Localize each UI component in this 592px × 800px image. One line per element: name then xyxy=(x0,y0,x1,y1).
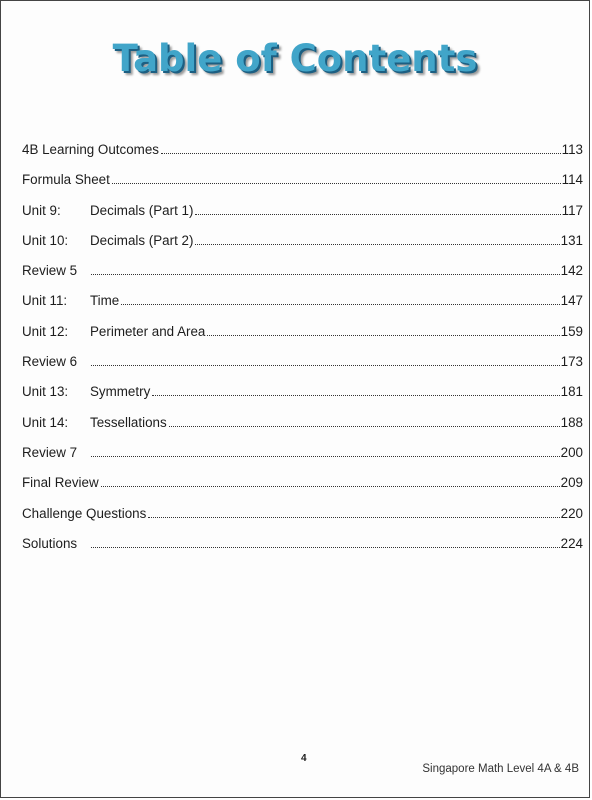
toc-entry-label xyxy=(22,354,77,369)
dot-leader xyxy=(91,273,560,275)
toc-page-number: 113 xyxy=(561,142,583,157)
toc-entry xyxy=(22,506,583,536)
toc-page-number: 159 xyxy=(560,323,583,339)
toc-page-number: 131 xyxy=(560,232,583,248)
toc-unit-number: Unit 12: xyxy=(22,323,69,339)
toc-entry-label xyxy=(22,233,193,248)
toc-entry-label xyxy=(22,506,146,521)
toc-entry-label xyxy=(22,263,77,278)
toc-page-number: 147 xyxy=(560,293,583,309)
toc-entry xyxy=(22,142,583,172)
toc-entry-label xyxy=(22,324,205,339)
toc-entry-label xyxy=(22,384,150,399)
dot-leader xyxy=(112,182,561,184)
dot-leader xyxy=(91,455,560,457)
dot-leader xyxy=(169,425,560,427)
footer-book-title: Singapore Math Level 4A & 4B xyxy=(422,763,579,775)
toc-entry-title: Review 5 xyxy=(22,263,78,279)
dot-leader xyxy=(195,243,559,245)
toc-unit-number: Unit 13: xyxy=(22,384,69,400)
dot-leader xyxy=(152,394,559,396)
toc-entry-title: Decimals (Part 1) xyxy=(90,202,194,218)
table-of-contents xyxy=(22,142,583,566)
dot-leader xyxy=(195,213,560,215)
toc-page-number: 188 xyxy=(560,414,583,430)
toc-entry xyxy=(22,475,583,505)
toc-page-number: 173 xyxy=(560,354,583,370)
toc-unit-number: Unit 14: xyxy=(22,414,69,430)
toc-entry-label xyxy=(22,293,119,308)
toc-entry xyxy=(22,324,583,354)
toc-unit-number: Unit 11: xyxy=(22,293,68,309)
toc-entry-label xyxy=(22,203,193,218)
toc-entry-title: Formula Sheet xyxy=(22,172,110,188)
toc-entry-title: 4B Learning Outcomes xyxy=(22,142,159,157)
toc-unit-number: Unit 9: xyxy=(22,202,61,218)
toc-entry xyxy=(22,415,583,445)
dot-leader xyxy=(91,364,560,366)
toc-entry-label xyxy=(22,475,99,490)
page-number: 4 xyxy=(301,753,307,764)
toc-entry xyxy=(22,445,583,475)
toc-page-number: 142 xyxy=(560,263,583,279)
toc-page-number: 114 xyxy=(561,172,583,188)
toc-entry xyxy=(22,384,583,414)
toc-entry xyxy=(22,233,583,263)
dot-leader xyxy=(161,152,561,154)
toc-entry-label xyxy=(22,172,110,187)
toc-entry-label xyxy=(22,536,77,551)
toc-page-number: 117 xyxy=(561,202,583,218)
dot-leader xyxy=(101,485,560,487)
dot-leader xyxy=(207,334,559,336)
dot-leader xyxy=(91,546,560,548)
toc-entry-title: Final Review xyxy=(22,475,99,491)
dot-leader xyxy=(121,303,559,305)
toc-unit-number: Unit 10: xyxy=(22,232,69,248)
dot-leader xyxy=(148,516,559,518)
toc-entry-title: Time xyxy=(90,293,120,309)
toc-page-number: 181 xyxy=(560,384,583,400)
toc-entry xyxy=(22,203,583,233)
toc-entry xyxy=(22,172,583,202)
toc-entry xyxy=(22,263,583,293)
toc-page-number: 220 xyxy=(560,505,583,521)
toc-entry-title: Review 7 xyxy=(22,444,78,460)
toc-entry-title: Challenge Questions xyxy=(22,505,147,521)
toc-entry-title: Tessellations xyxy=(90,414,167,430)
toc-entry-label xyxy=(22,415,167,430)
toc-entry xyxy=(22,293,583,323)
toc-entry xyxy=(22,536,583,566)
toc-entry xyxy=(22,354,583,384)
toc-entry-title: Symmetry xyxy=(90,384,151,400)
toc-page-number: 209 xyxy=(560,475,583,491)
toc-entry-title: Solutions xyxy=(22,535,78,551)
toc-entry-title: Perimeter and Area xyxy=(90,323,206,339)
toc-page-number: 200 xyxy=(560,444,583,460)
toc-entry-title: Review 6 xyxy=(22,354,78,370)
toc-entry-label xyxy=(22,142,159,157)
toc-entry-title: Decimals (Part 2) xyxy=(90,232,194,248)
page-title: Table of Contents xyxy=(112,37,478,80)
toc-entry-label xyxy=(22,445,77,460)
toc-page-number: 224 xyxy=(560,535,583,551)
